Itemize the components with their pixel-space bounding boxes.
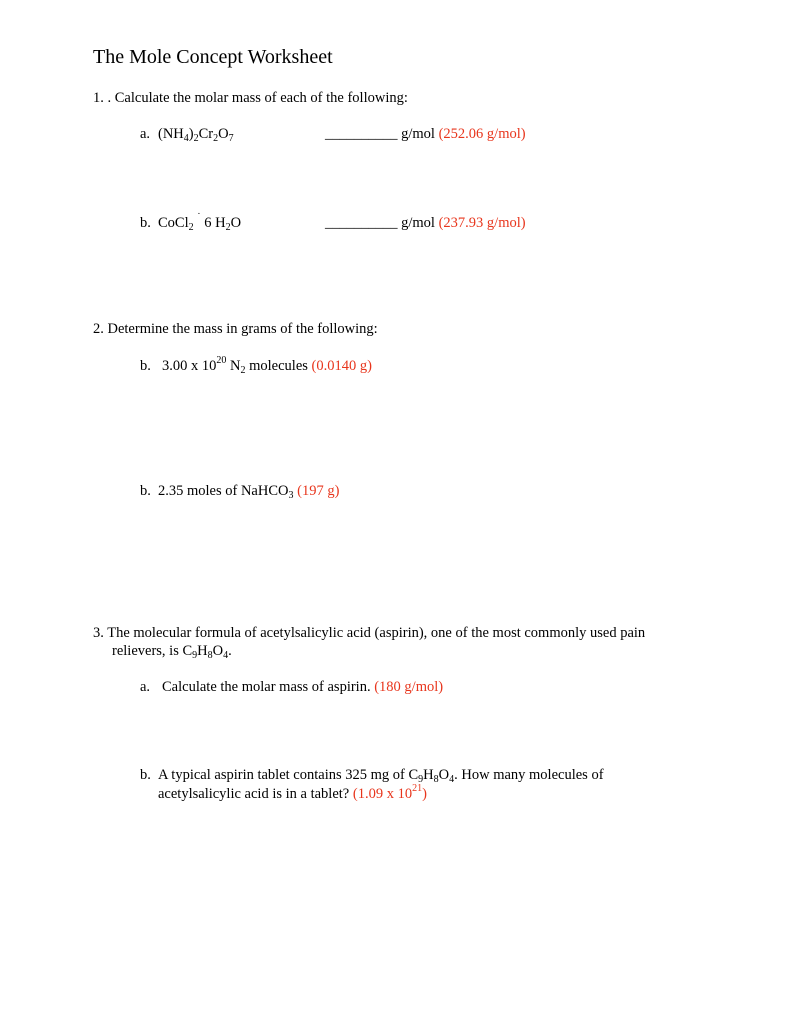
question-3b-line-1: A typical aspirin tablet contains 325 mg of $C_9H_8O_4$. How many molecules of [158,767,604,785]
question-2b-answer: (197 g) [297,483,340,499]
unit-label: g/mol [401,215,435,231]
question-2b-text: 2.35 moles of NaHCO$_3$ (197 g) [158,483,340,501]
question-3b-answer: (1.09 x $10^{21}$) [352,783,427,802]
question-1a-answer: (252.06 g/mol) [438,126,526,142]
page-title: The Mole Concept Worksheet [93,46,333,68]
question-3-prompt-line-2: relievers, is $C_9H_8O_4$. [112,643,232,661]
question-3b-label: b. [140,767,151,783]
question-2-prompt: 2. Determine the mass in grams of the following: [93,321,378,337]
question-2a-answer: (0.0140 g) [311,358,372,374]
question-3b-line-2: acetylsalicylic acid is in a tablet? (1.09 x $10^{21}$) [158,783,427,802]
question-2b-label: b. [140,483,151,499]
question-1a-formula: $(NH_4)_2Cr_2O_7$ [158,126,234,144]
question-1b-answer-line [325,214,526,232]
question-2a-label: b. [140,358,151,374]
question-3-prompt-line-1: 3. The molecular formula of acetylsalicylic acid (aspirin), one of the most commonly used pain [93,625,646,641]
question-1b-formula: CoCl$_2$ ˙ 6 $H_2O$ [158,212,242,233]
question-1b-answer: (237.93 g/mol) [438,215,526,231]
question-3a-label: a. [140,679,151,695]
question-1a-answer-line [325,125,526,143]
question-1a-label: a. [140,126,151,142]
question-1b-label: b. [140,215,151,231]
answer-blank: __________ [325,126,398,142]
hydrate-dot: ˙ [197,212,201,223]
question-3a-answer: (180 g/mol) [374,679,444,695]
question-2a-text: 3.00 x $10^{20}$ $N_2$ molecules (0.0140 g) [162,355,372,376]
question-3a-text: Calculate the molar mass of aspirin. (180 g/mol) [162,679,444,695]
unit-label: g/mol [401,126,435,142]
question-1-prompt: 1. . Calculate the molar mass of each of the following: [93,90,408,106]
answer-blank: __________ [325,215,398,231]
